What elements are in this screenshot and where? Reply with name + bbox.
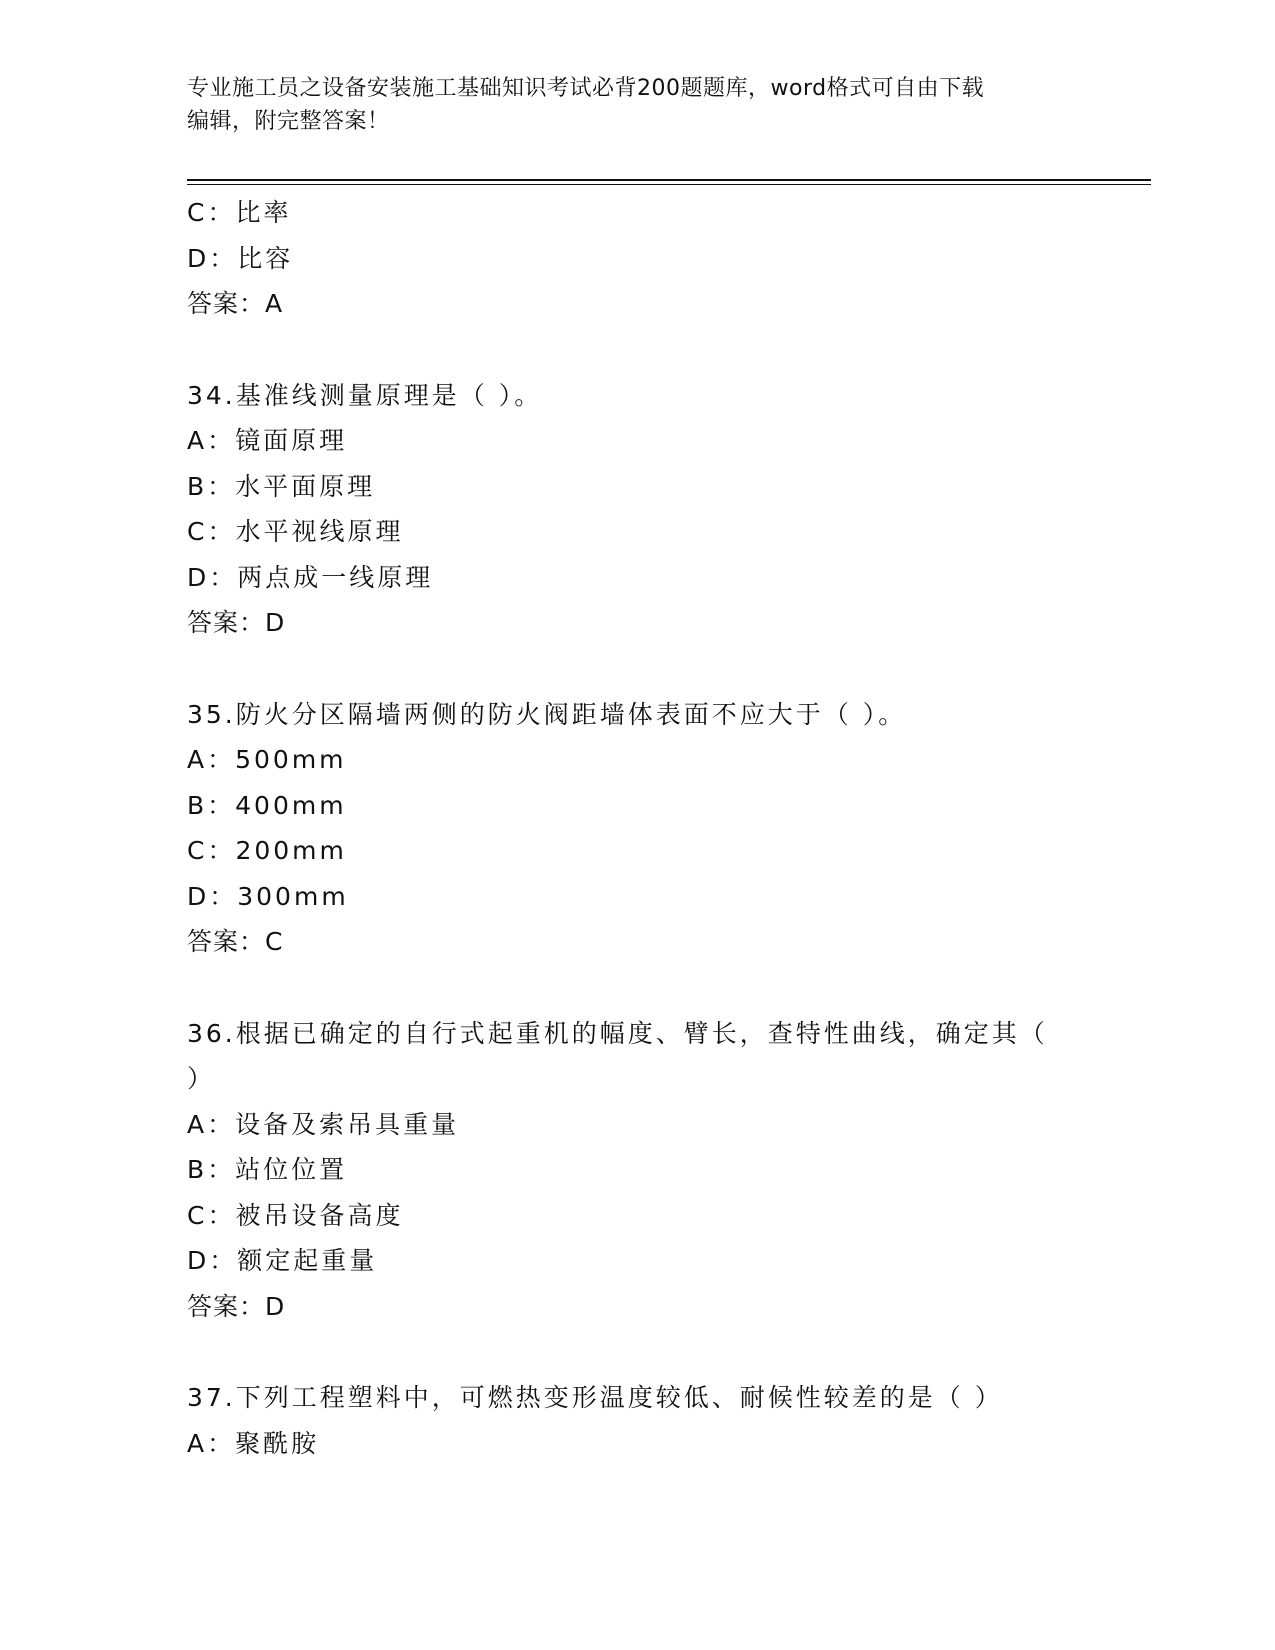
question-spacer: [187, 646, 1087, 692]
question-text: 37.下列工程塑料中，可燃热变形温度较低、耐候性较差的是（ ）: [187, 1383, 1003, 1412]
header-title-line-1: 专业施工员之设备安装施工基础知识考试必背200题题库，word格式可自由下载: [187, 76, 985, 101]
option-a: A：设备及索吊具重量: [187, 1109, 460, 1139]
option-a: A：镜面原理: [187, 426, 348, 455]
header-title-line-2: 编辑，附完整答案！: [187, 109, 390, 134]
option-d: D：比容: [187, 243, 294, 273]
header-rule-thick: [187, 179, 1151, 181]
option-b: B：400mm: [187, 790, 347, 820]
question-list: [187, 190, 1087, 1466]
answer-line: 答案：D: [187, 608, 286, 637]
answer-line: 答案：C: [187, 927, 284, 956]
option-d: D：额定起重量: [187, 1246, 378, 1275]
question-block-36: [187, 1011, 1087, 1330]
option-c: C：200mm: [187, 836, 347, 865]
option-d: D：300mm: [187, 881, 349, 911]
answer-line: 答案：D: [187, 1291, 286, 1321]
question-block-37: [187, 1375, 1087, 1466]
question-spacer: [187, 327, 1087, 373]
question-text: 35.防火分区隔墙两侧的防火阀距墙体表面不应大于（ ）。: [187, 699, 907, 729]
option-b: B：站位位置: [187, 1155, 348, 1184]
option-a: A：500mm: [187, 745, 347, 774]
option-c: C：比率: [187, 198, 292, 227]
question-text-line-1: 36.根据已确定的自行式起重机的幅度、臂长，查特性曲线，确定其（: [187, 1018, 1048, 1048]
question-block-34: [187, 373, 1087, 646]
option-a: A：聚酰胺: [187, 1428, 320, 1458]
question-block-35: [187, 692, 1087, 965]
question-text-line-2: ）: [187, 1064, 216, 1093]
option-c: C：被吊设备高度: [187, 1200, 404, 1230]
question-spacer: [187, 1329, 1087, 1375]
question-block-33: [187, 190, 1087, 327]
option-d: D：两点成一线原理: [187, 562, 434, 592]
document-header: [187, 72, 1087, 138]
option-b: B：水平面原理: [187, 471, 376, 501]
header-rule-thin: [187, 184, 1151, 185]
option-c: C：水平视线原理: [187, 517, 404, 546]
question-spacer: [187, 965, 1087, 1011]
question-text: 34.基准线测量原理是（ ）。: [187, 380, 543, 410]
answer-line: 答案：A: [187, 289, 284, 318]
